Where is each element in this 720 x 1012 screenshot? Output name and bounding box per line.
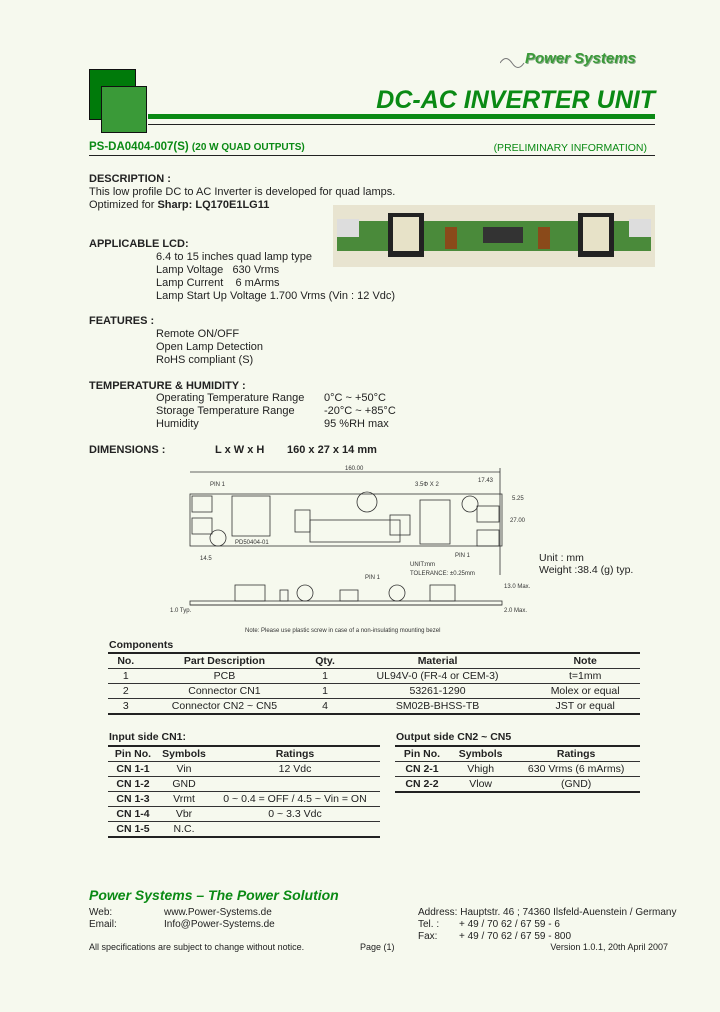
dim-hole: 3.5Φ X 2: [415, 482, 439, 488]
weight-label: Weight :38.4 (g) typ.: [539, 564, 634, 576]
dimensions-lwh: L x W x H: [215, 444, 265, 456]
table-header-row: [108, 653, 640, 669]
page-number: Page (1): [360, 942, 395, 952]
cell: 12 Vdc: [210, 762, 380, 777]
header-cell: Symbols: [158, 746, 210, 762]
table-header-row: [395, 746, 640, 762]
board-label: PD50404-01: [235, 540, 269, 546]
cell: 53261-1290: [345, 684, 530, 699]
preliminary-label: (PRELIMINARY INFORMATION): [493, 142, 647, 154]
dim-pin1: PIN 1: [210, 482, 226, 488]
dim-h3: 1.0 Typ.: [170, 608, 192, 614]
components-heading: Components: [109, 639, 174, 651]
cell: CN 1-1: [108, 762, 158, 777]
address: Address: Hauptstr. 46 ; 74360 Ilsfeld-Auenstein / Germany: [418, 907, 677, 918]
header-cell: Note: [530, 653, 640, 669]
cell: Vbr: [158, 807, 210, 822]
cell: [210, 822, 380, 838]
cell: t=1mm: [530, 669, 640, 684]
dim-d3: 14.5: [200, 556, 212, 562]
description-heading: DESCRIPTION :: [89, 173, 171, 185]
logo-square-light: [101, 86, 147, 133]
dim-d1: 17.43: [478, 478, 494, 484]
table-header-row: [108, 746, 380, 762]
cell: N.C.: [158, 822, 210, 838]
table-row: [395, 777, 640, 793]
feature-item: Remote ON/OFF: [156, 328, 240, 340]
table-row: [108, 669, 640, 684]
cell: Connector CN1: [144, 684, 306, 699]
dim-width: 27.00: [510, 518, 526, 524]
model-code: PS-DA0404-007(S): [89, 141, 189, 153]
temp-value: 95 %RH max: [324, 418, 389, 430]
input-heading: Input side CN1:: [109, 731, 187, 743]
lcd-line: 6.4 to 15 inches quad lamp type: [156, 251, 312, 263]
product-photo: [333, 205, 655, 267]
lcd-line: Lamp Current 6 mArms: [156, 277, 280, 289]
tolerance-unit: UNIT:mm: [410, 562, 435, 568]
lcd-line: Lamp Start Up Voltage 1.700 Vrms (Vin : 12 Vdc): [156, 290, 396, 302]
output-table: [395, 745, 640, 793]
optimized-for: [89, 199, 269, 211]
cell: Vhigh: [449, 762, 512, 777]
dim-h2: 2.0 Max.: [504, 608, 528, 614]
cell: 1: [305, 684, 344, 699]
cell: Connector CN2 ~ CN5: [144, 699, 306, 715]
dimensions-value: 160 x 27 x 14 mm: [287, 444, 377, 456]
email-label: Email:: [89, 919, 117, 930]
fax-label: Fax:: [418, 931, 438, 942]
feature-item: RoHS compliant (S): [156, 354, 254, 366]
table-row: [108, 792, 380, 807]
model-rule: [89, 155, 655, 156]
description-text: This low profile DC to AC Inverter is developed for quad lamps.: [89, 186, 396, 198]
version: Version 1.0.1, 20th April 2007: [550, 942, 668, 952]
header-cell: Material: [345, 653, 530, 669]
table-row: [108, 777, 380, 792]
cell: Vin: [158, 762, 210, 777]
optimized-model: Sharp: LQ170E1LG11: [157, 199, 270, 211]
tel-label: Tel. :: [418, 919, 440, 930]
web-link[interactable]: www.Power-Systems.de: [164, 907, 272, 918]
header-cell: Qty.: [305, 653, 344, 669]
model-number: [89, 141, 305, 153]
cell: CN 1-4: [108, 807, 158, 822]
cell: CN 1-5: [108, 822, 158, 838]
lcd-heading: APPLICABLE LCD:: [89, 238, 189, 250]
dim-h1: 13.0 Max.: [504, 584, 531, 590]
header-cell: Ratings: [210, 746, 380, 762]
temp-label: Storage Temperature Range: [156, 405, 295, 417]
dim-length: 160.00: [345, 466, 364, 472]
cell: UL94V-0 (FR-4 or CEM-3): [345, 669, 530, 684]
table-row: [395, 762, 640, 777]
dim-pin1-c: PIN 1: [365, 575, 381, 581]
header-cell: Pin No.: [395, 746, 449, 762]
header-cell: No.: [108, 653, 144, 669]
page-title: DC-AC INVERTER UNIT: [376, 86, 655, 114]
cell: CN 1-3: [108, 792, 158, 807]
header-cell: Pin No.: [108, 746, 158, 762]
temp-value: -20°C ~ +85°C: [324, 405, 396, 417]
feature-item: Open Lamp Detection: [156, 341, 264, 353]
features-heading: FEATURES :: [89, 315, 155, 327]
table-row: [108, 684, 640, 699]
header-cell: Symbols: [449, 746, 512, 762]
cell: Vlow: [449, 777, 512, 793]
input-table: [108, 745, 380, 838]
cell: 3: [108, 699, 144, 715]
email-link[interactable]: Info@Power-Systems.de: [164, 919, 275, 930]
cell: (GND): [512, 777, 640, 793]
tel: + 49 / 70 62 / 67 59 - 6: [459, 919, 560, 930]
cell: Molex or equal: [530, 684, 640, 699]
header-cell: Part Description: [144, 653, 306, 669]
temp-label: Operating Temperature Range: [156, 392, 305, 404]
unit-label: Unit : mm: [539, 552, 584, 564]
header-rule: [148, 114, 655, 119]
cell: PCB: [144, 669, 306, 684]
dim-d2: 5.25: [512, 496, 524, 502]
temp-value: 0°C ~ +50°C: [324, 392, 386, 404]
table-row: [108, 822, 380, 838]
cell: CN 2-1: [395, 762, 449, 777]
components-table: [108, 652, 640, 715]
footer-slogan: Power Systems – The Power Solution: [89, 887, 339, 903]
cell: 0 ~ 0.4 = OFF / 4.5 ~ Vin = ON: [210, 792, 380, 807]
output-heading: Output side CN2 ~ CN5: [396, 731, 512, 743]
cell: CN 1-2: [108, 777, 158, 792]
cell: Vrmt: [158, 792, 210, 807]
cell: [210, 777, 380, 792]
cell: 1: [305, 669, 344, 684]
tolerance: TOLERANCE: ±0.25mm: [410, 571, 475, 577]
fax: + 49 / 70 62 / 67 59 - 800: [459, 931, 572, 942]
dimension-drawing: [170, 460, 540, 635]
header-cell: Ratings: [512, 746, 640, 762]
cell: 4: [305, 699, 344, 715]
web-label: Web:: [89, 907, 113, 918]
dim-pin1-b: PIN 1: [455, 553, 471, 559]
cell: 2: [108, 684, 144, 699]
cell: CN 2-2: [395, 777, 449, 793]
temp-label: Humidity: [156, 418, 199, 430]
lcd-line: Lamp Voltage 630 Vrms: [156, 264, 280, 276]
cell: JST or equal: [530, 699, 640, 715]
drawing-note: Note: Please use plastic screw in case of a non-insulating mounting bezel: [245, 628, 441, 634]
table-row: [108, 807, 380, 822]
table-row: [108, 699, 640, 715]
cell: 0 ~ 3.3 Vdc: [210, 807, 380, 822]
disclaimer: All specifications are subject to change without notice.: [89, 942, 305, 952]
optimized-prefix: Optimized for: [89, 199, 158, 211]
cell: GND: [158, 777, 210, 792]
table-row: [108, 762, 380, 777]
model-subtitle: (20 W QUAD OUTPUTS): [191, 142, 305, 153]
brand-logo: Power Systems: [525, 50, 636, 67]
cell: 1: [108, 669, 144, 684]
cell: 630 Vrms (6 mArms): [512, 762, 640, 777]
temp-heading: TEMPERATURE & HUMIDITY :: [89, 380, 246, 392]
cell: SM02B-BHSS-TB: [345, 699, 530, 715]
header-thin-rule: [148, 124, 655, 125]
sine-wave-icon: [500, 56, 526, 70]
dimensions-heading: DIMENSIONS :: [89, 444, 166, 456]
